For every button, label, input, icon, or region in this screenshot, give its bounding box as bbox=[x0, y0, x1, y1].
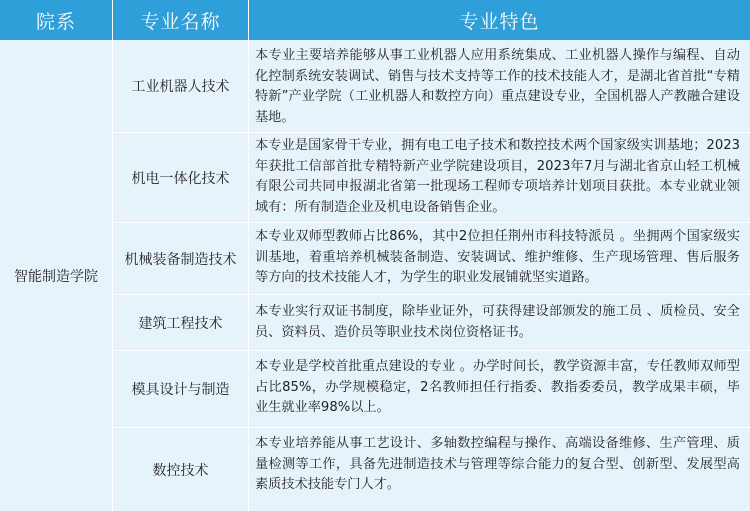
table-header bbox=[0, 0, 750, 40]
college-cell: 智能制造学院 bbox=[0, 40, 112, 511]
major-name: 机电一体化技术 bbox=[113, 133, 248, 222]
major-name: 工业机器人技术 bbox=[113, 40, 248, 132]
major-name: 建筑工程技术 bbox=[113, 295, 248, 350]
major-name: 数控技术 bbox=[113, 428, 248, 511]
major-feature: 本专业实行双证书制度，除毕业证外，可获得建设部颁发的施工员 、质检员、安全员、资料员、造价员等职业技术岗位资格证书。 bbox=[249, 295, 750, 350]
major-feature: 本专业是国家骨干专业，拥有电工电子技术和数控技术两个国家级实训基地；2023年获批工信部首批专精特新产业学院建设项目，2023年7月与湖北省京山轻工机械有限公司共同申报湖北省第一批现场工程师专项培养计划项目获批。本专业就业领域有：所有制造企业及机电设备销售企业。 bbox=[249, 133, 750, 222]
major-feature: 本专业双师型教师占比86%，其中2位担任荆州市科技特派员 。坐拥两个国家级实训基地，着重培养机械装备制造、安装调试、维护维修、生产现场管理、售后服务等方向的技术技能人才，为学生的职业发展铺就坚实道路。 bbox=[249, 223, 750, 294]
major-feature: 本专业培养能从事工艺设计、多轴数控编程与操作、高端设备维修、生产管理、质量检测等工作，具备先进制造技术与管理等综合能力的复合型、创新型、发展型高素质技术技能专门人才。 bbox=[249, 428, 750, 511]
header-major-name: 专业名称 bbox=[140, 10, 221, 33]
header-college: 院系 bbox=[35, 10, 76, 33]
major-feature: 本专业是学校首批重点建设的专业 。办学时间长，教学资源丰富，专任教师双师型占比85%，办学规模稳定，2名教师担任行指委、教指委委员，教学成果丰硕，毕业生就业率98%以上。 bbox=[249, 351, 750, 427]
major-name: 模具设计与制造 bbox=[113, 351, 248, 427]
major-name: 机械装备制造技术 bbox=[113, 223, 248, 294]
major-feature: 本专业主要培养能够从事工业机器人应用系统集成、工业机器人操作与编程、自动化控制系统安装调试、销售与技术支持等工作的技术技能人才，是湖北省首批“专精特新”产业学院（工业机器人和数控方向）重点建设专业，全国机器人产教融合建设基地。 bbox=[249, 40, 750, 132]
header-major-feature: 专业特色 bbox=[459, 10, 540, 33]
